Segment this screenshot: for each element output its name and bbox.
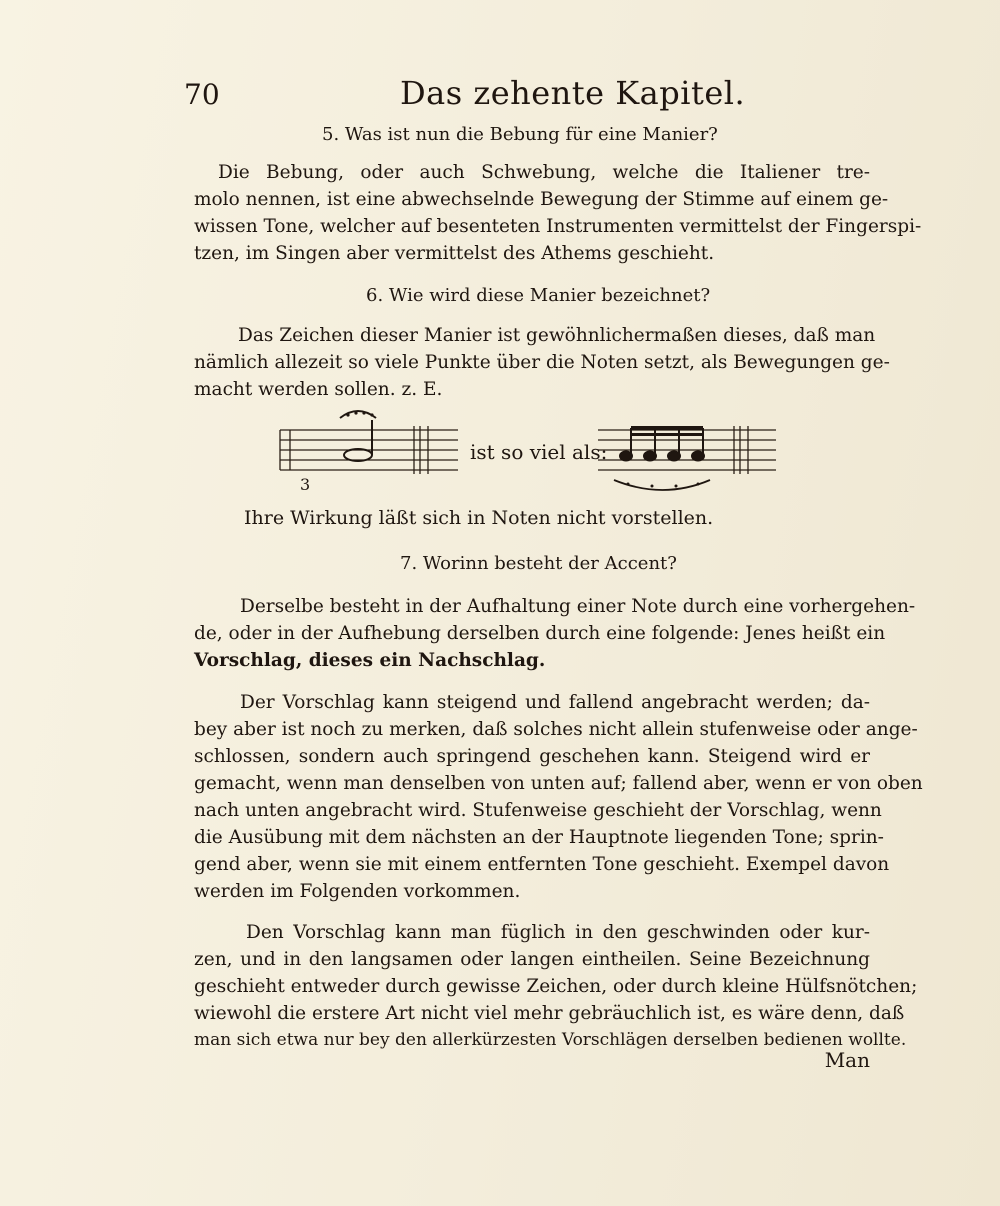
answer-7-line: man sich etwa nur bey den allerkürzesten Vorschlägen derselben bedienen wollte.: [194, 1030, 907, 1050]
answer-7-line: gend aber, wenn sie mit einem entfernten Tone geschieht. Exempel davon: [194, 854, 890, 875]
answer-7-line: Derselbe besteht in der Aufhaltung einer Note durch eine vorhergehen-: [240, 596, 916, 617]
answer-7-line: gemacht, wenn man denselben von unten auf; fallend aber, wenn er von oben: [194, 773, 923, 794]
answer-7-line: zen, und in den langsamen oder langen eintheilen. Seine Bezeichnung: [194, 949, 870, 970]
example-label: ist so viel als:: [470, 440, 608, 464]
answer-6-line: nämlich allezeit so viele Punkte über die Noten setzt, als Bewegungen ge-: [194, 352, 890, 373]
beamed-notes: [620, 426, 704, 461]
answer-7-line: die Ausübung mit dem nächsten an der Hauptnote liegenden Tone; sprin-: [194, 827, 884, 848]
answer-7-line: wiewohl die erstere Art nicht viel mehr gebräuchlich ist, es wäre denn, daß: [194, 1003, 905, 1024]
answer-5-line: molo nennen, ist eine abwechselnde Bewegung der Stimme auf einem ge-: [194, 189, 889, 210]
answer-5-line: Die Bebung, oder auch Schwebung, welche die Italiener tre-: [218, 162, 870, 183]
effect-note: Ihre Wirkung läßt sich in Noten nicht vorstellen.: [244, 507, 714, 529]
page-number: 70: [184, 78, 220, 111]
answer-6-line: macht werden sollen. z. E.: [194, 379, 443, 400]
catchword: Man: [824, 1048, 870, 1072]
question-5: 5. Was ist nun die Bebung für eine Manier?: [322, 124, 718, 145]
answer-6-line: Das Zeichen dieser Manier ist gewöhnlichermaßen dieses, daß man: [238, 325, 876, 346]
example-numeral: 3: [300, 475, 311, 494]
question-7: 7. Worinn besteht der Accent?: [400, 553, 677, 574]
answer-7-line: schlossen, sondern auch springend geschehen kann. Steigend wird er: [194, 746, 870, 767]
answer-5-line: wissen Tone, welcher auf besenteten Instrumenten vermittelst der Fingerspi-: [194, 216, 922, 237]
question-6: 6. Wie wird diese Manier bezeichnet?: [366, 285, 711, 306]
answer-7-line: Der Vorschlag kann steigend und fallend angebracht werden; da-: [240, 692, 870, 713]
chapter-title: Das zehente Kapitel.: [400, 74, 746, 112]
answer-7-line: de, oder in der Aufhebung derselben durch eine folgende: Jenes heißt ein: [194, 623, 886, 644]
answer-5-line: tzen, im Singen aber vermittelst des Athems geschieht.: [194, 243, 715, 264]
dotted-half-note: [340, 411, 376, 461]
answer-7-line: nach unten angebracht wird. Stufenweise geschieht der Vorschlag, wenn: [194, 800, 882, 821]
answer-7-line: Vorschlag, dieses ein Nachschlag.: [194, 650, 546, 671]
answer-7-line: bey aber ist noch zu merken, daß solches nicht allein stufenweise oder ange-: [194, 719, 918, 740]
answer-7-line: geschieht entweder durch gewisse Zeichen, oder durch kleine Hülfsnötchen;: [194, 976, 918, 997]
answer-7-line: Den Vorschlag kann man füglich in den geschwinden oder kur-: [246, 922, 870, 943]
answer-7-line: werden im Folgenden vorkommen.: [194, 881, 521, 902]
staff-left: [280, 426, 458, 474]
